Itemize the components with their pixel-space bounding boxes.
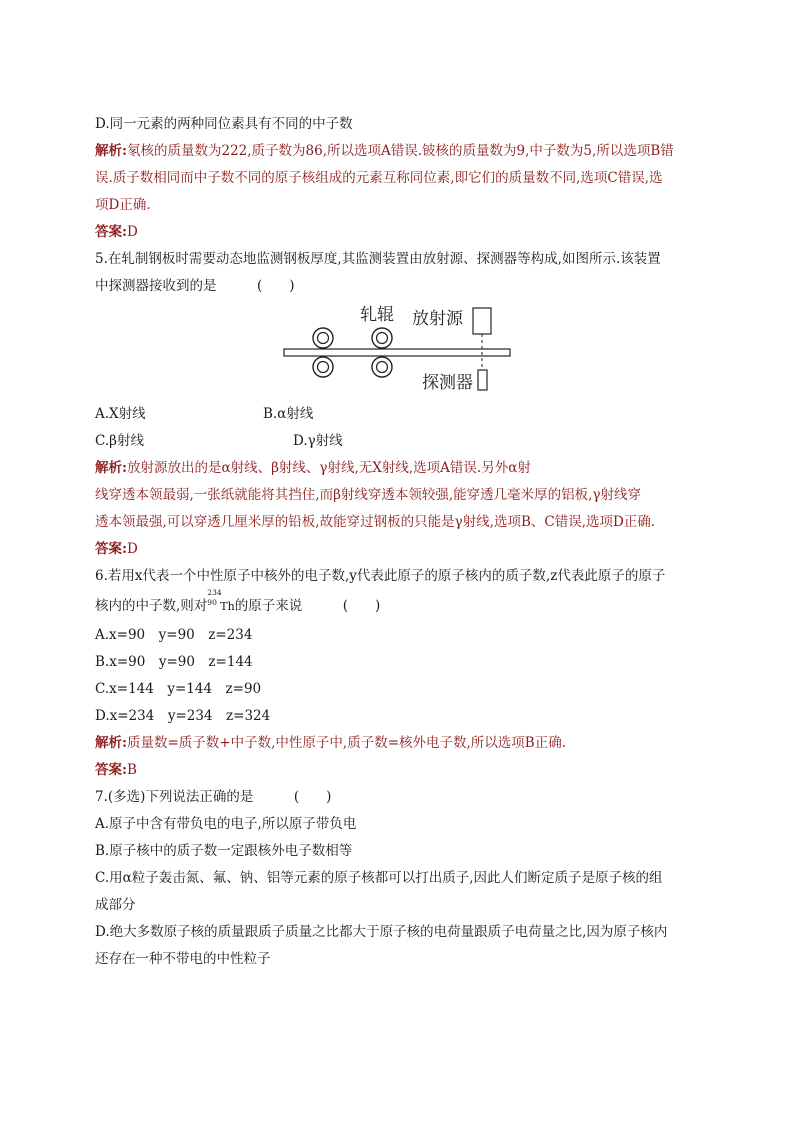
q7-stem: 7.(多选)下列说法正确的是 ( ) [95,789,332,805]
q5-answer-label: 答案: [95,541,127,557]
roller-label: 轧辊 [360,305,394,325]
q4-analysis-line-2: 误.质子数相同而中子数不同的原子核组成的元素互称同位素,即它们的质量数不同,选项C错误,选 [95,170,663,186]
roller-lower-left [313,357,333,377]
q6-answer-label: 答案: [95,762,127,778]
detector-box [478,370,487,390]
q5-analysis-label: 解析: [95,460,127,476]
q5-stem-line-2: 中探测器接收到的是 ( ) [95,278,295,294]
q4-analysis-line-1 [95,141,674,161]
q6-analysis [95,733,566,753]
q5-option-b: B.α射线 [263,406,314,422]
rolling-mill-diagram [280,300,520,396]
q7-option-d-line-1: D.绝大多数原子核的质量跟质子质量之比都大于原子核的电荷量跟质子电荷量之比,因为原子核内 [95,924,668,940]
roller-lower-right [372,357,392,377]
detector-label: 探测器 [422,373,473,393]
q5-analysis-line-3: 透本领最强,可以穿透几厘米厚的铅板,故能穿过钢板的只能是γ射线,选项B、C错误,选项D正确. [95,514,656,530]
radiation-source-box [473,308,491,334]
q4-analysis-text-1: 氡核的质量数为222,质子数为86,所以选项A错误.铍核的质量数为9,中子数为5,所以选项B错 [126,143,674,159]
q5-stem-line-1: 5.在轧制钢板时需要动态地监测钢板厚度,其监测装置由放射源、探测器等构成,如图所示.该装置 [95,251,661,267]
q7-option-d-line-2: 还存在一种不带电的中性粒子 [95,951,271,967]
q4-analysis-label: 解析: [95,143,127,159]
q5-answer [95,539,138,559]
steel-plate [284,349,510,356]
roller-upper-right [372,328,392,348]
q6-option-a: A.x=90 y=90 z=234 [95,627,253,643]
q4-analysis-line-3: 项D正确. [95,197,151,213]
q6-option-b: B.x=90 y=90 z=144 [95,654,253,670]
isotope-symbol: Th [220,600,235,613]
q7-option-b: B.原子核中的质子数一定跟核外电子数相等 [95,843,353,859]
q4-answer [95,222,138,242]
q5-analysis-text-1: 放射源放出的是α射线、β射线、γ射线,无X射线,选项A错误.另外α射 [126,460,531,476]
thorium-isotope [207,588,235,617]
q6-answer-value: B [126,762,137,778]
q6-option-c: C.x=144 y=144 z=90 [95,681,262,697]
q7-option-c-line-2: 成部分 [95,897,136,913]
source-label: 放射源 [412,309,463,329]
q5-option-d: D.γ射线 [293,433,343,449]
q4-answer-value: D [126,224,138,240]
q5-analysis-line-1 [95,458,531,478]
q5-options-cd [95,431,343,451]
q6-stem-line-1: 6.若用x代表一个中性原子中核外的电子数,y代表此原子的原子核内的质子数,z代表此原子的原子 [95,568,666,584]
q5-options-ab [95,404,313,424]
q6-analysis-text: 质量数=质子数+中子数,中性原子中,质子数=核外电子数,所以选项B正确. [126,735,567,751]
q6-option-d: D.x=234 y=234 z=324 [95,708,271,724]
q7-option-a: A.原子中含有带负电的电子,所以原子带负电 [95,816,357,832]
q7-option-c-line-1: C.用α粒子轰击氮、氟、钠、铝等元素的原子核都可以打出质子,因此人们断定质子是原子核的组 [95,870,663,886]
isotope-atomic-number: 90 [207,598,217,607]
q5-option-c: C.β射线 [95,433,144,449]
q6-stem-suffix: 的原子来说 ( ) [234,598,381,614]
q5-analysis-line-2: 线穿透本领最弱,一张纸就能将其挡住,而β射线穿透本领较强,能穿透几毫米厚的铝板,γ射线穿 [95,487,642,503]
q6-analysis-label: 解析: [95,735,127,751]
isotope-mass-number: 234 [207,588,222,597]
q6-stem-prefix: 核内的中子数,则对 [95,598,208,614]
q5-answer-value: D [126,541,138,557]
q5-option-a: A.X射线 [95,406,146,422]
q4-answer-label: 答案: [95,224,127,240]
q4-option-d: D.同一元素的两种同位素具有不同的中子数 [95,116,353,132]
q6-stem-line-2 [95,588,381,617]
roller-upper-left [313,328,333,348]
q6-answer [95,760,137,780]
